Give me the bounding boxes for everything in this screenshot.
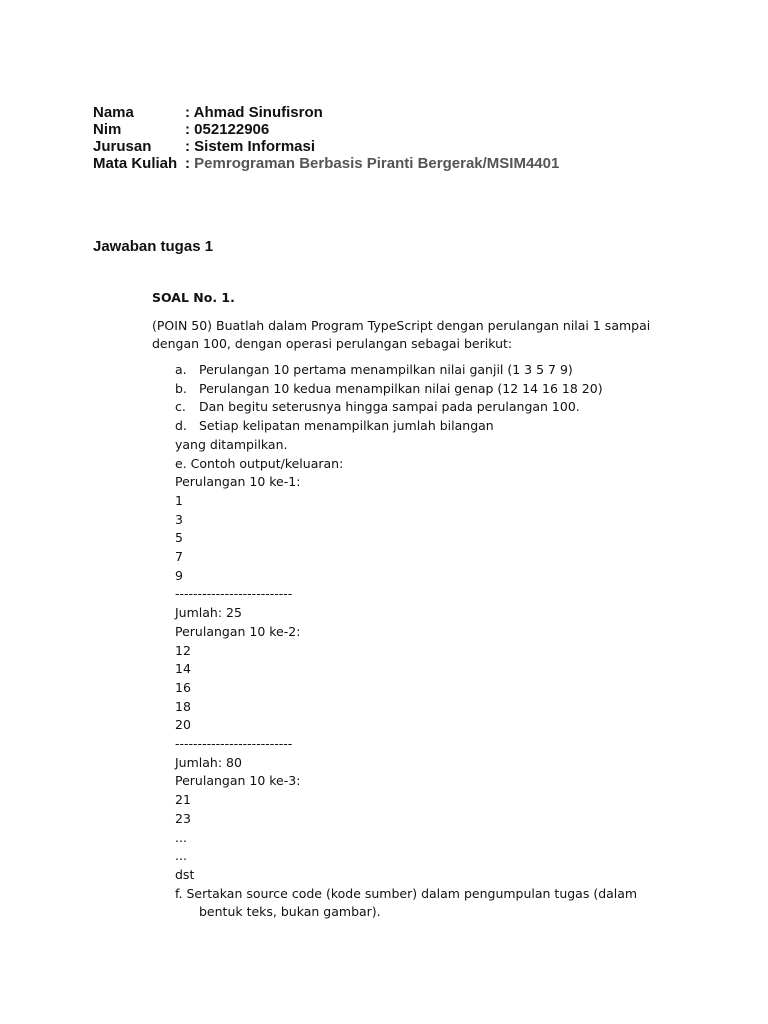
- section-title: Jawaban tugas 1: [93, 238, 214, 255]
- list-marker: c.: [175, 399, 186, 415]
- loop-value: 7: [175, 549, 183, 565]
- loop-title: Perulangan 10 ke-3:: [175, 773, 301, 789]
- info-value-prefix: :: [185, 155, 195, 172]
- list-continuation: yang ditampilkan.: [175, 436, 288, 452]
- loop-title: Perulangan 10 ke-2:: [175, 623, 301, 639]
- info-value: Pemrograman Berbasis Piranti Bergerak/MSIM4401: [194, 155, 560, 172]
- loop-value: 21: [175, 792, 191, 808]
- separator: --------------------------: [175, 736, 293, 752]
- dst-text: dst: [175, 866, 195, 882]
- info-value: : Sistem Informasi: [185, 138, 316, 155]
- loop-value: 5: [175, 530, 183, 546]
- separator: --------------------------: [175, 586, 293, 602]
- loop-value: 14: [175, 661, 191, 677]
- info-label: Nim: [93, 121, 122, 138]
- loop-value: 9: [175, 567, 183, 583]
- list-item: [175, 380, 637, 399]
- loop-sum: Jumlah: 25: [175, 605, 242, 621]
- instruction-f: f. Sertakan source code (kode sumber) dalam pengumpulan tugas (dalam: [175, 885, 638, 901]
- info-row-jurusan: [93, 138, 559, 155]
- soal-title: SOAL No. 1.: [152, 290, 235, 305]
- loop-title: Perulangan 10 ke-1:: [175, 474, 301, 490]
- list-text: Dan begitu seterusnya hingga sampai pada perulangan 100.: [199, 399, 580, 415]
- loop-value: 20: [175, 717, 191, 733]
- loop-value: 18: [175, 698, 191, 714]
- loop-value: 3: [175, 511, 183, 527]
- list-text: Setiap kelipatan menampilkan jumlah bilangan: [199, 418, 494, 434]
- list-item: [175, 361, 637, 380]
- list-marker: a.: [175, 362, 187, 377]
- soal-intro: [152, 317, 651, 352]
- soal-items: [175, 361, 637, 922]
- info-row-mata-kuliah: [93, 155, 559, 172]
- info-value: : 052122906: [185, 121, 270, 138]
- list-text: Perulangan 10 kedua menampilkan nilai genap (12 14 16 18 20): [199, 380, 603, 396]
- list-marker: d.: [175, 418, 187, 434]
- list-marker: b.: [175, 380, 187, 396]
- info-row-nim: [93, 121, 559, 138]
- info-label: Nama: [93, 104, 134, 121]
- example-label: e. Contoh output/keluaran:: [175, 455, 344, 471]
- loop-value: 16: [175, 679, 191, 695]
- loop-value: ...: [175, 829, 187, 845]
- list-item: [175, 398, 637, 417]
- loop-sum: Jumlah: 80: [175, 754, 242, 770]
- info-label: Jurusan: [93, 138, 152, 155]
- loop-value: ...: [175, 848, 187, 864]
- student-info: [93, 104, 559, 172]
- info-row-nama: [93, 104, 559, 121]
- instruction-f-continued: bentuk teks, bukan gambar).: [199, 904, 381, 920]
- intro-line: (POIN 50) Buatlah dalam Program TypeScript dengan perulangan nilai 1 sampai: [152, 318, 651, 333]
- info-label: Mata Kuliah: [93, 155, 178, 172]
- list-item: [175, 417, 637, 436]
- intro-line: dengan 100, dengan operasi perulangan sebagai berikut:: [152, 335, 513, 351]
- list-text: Perulangan 10 pertama menampilkan nilai ganjil (1 3 5 7 9): [199, 362, 573, 377]
- info-value: : Ahmad Sinufisron: [185, 104, 323, 121]
- loop-value: 12: [175, 642, 191, 658]
- loop-value: 23: [175, 810, 191, 826]
- loop-value: 1: [175, 492, 183, 508]
